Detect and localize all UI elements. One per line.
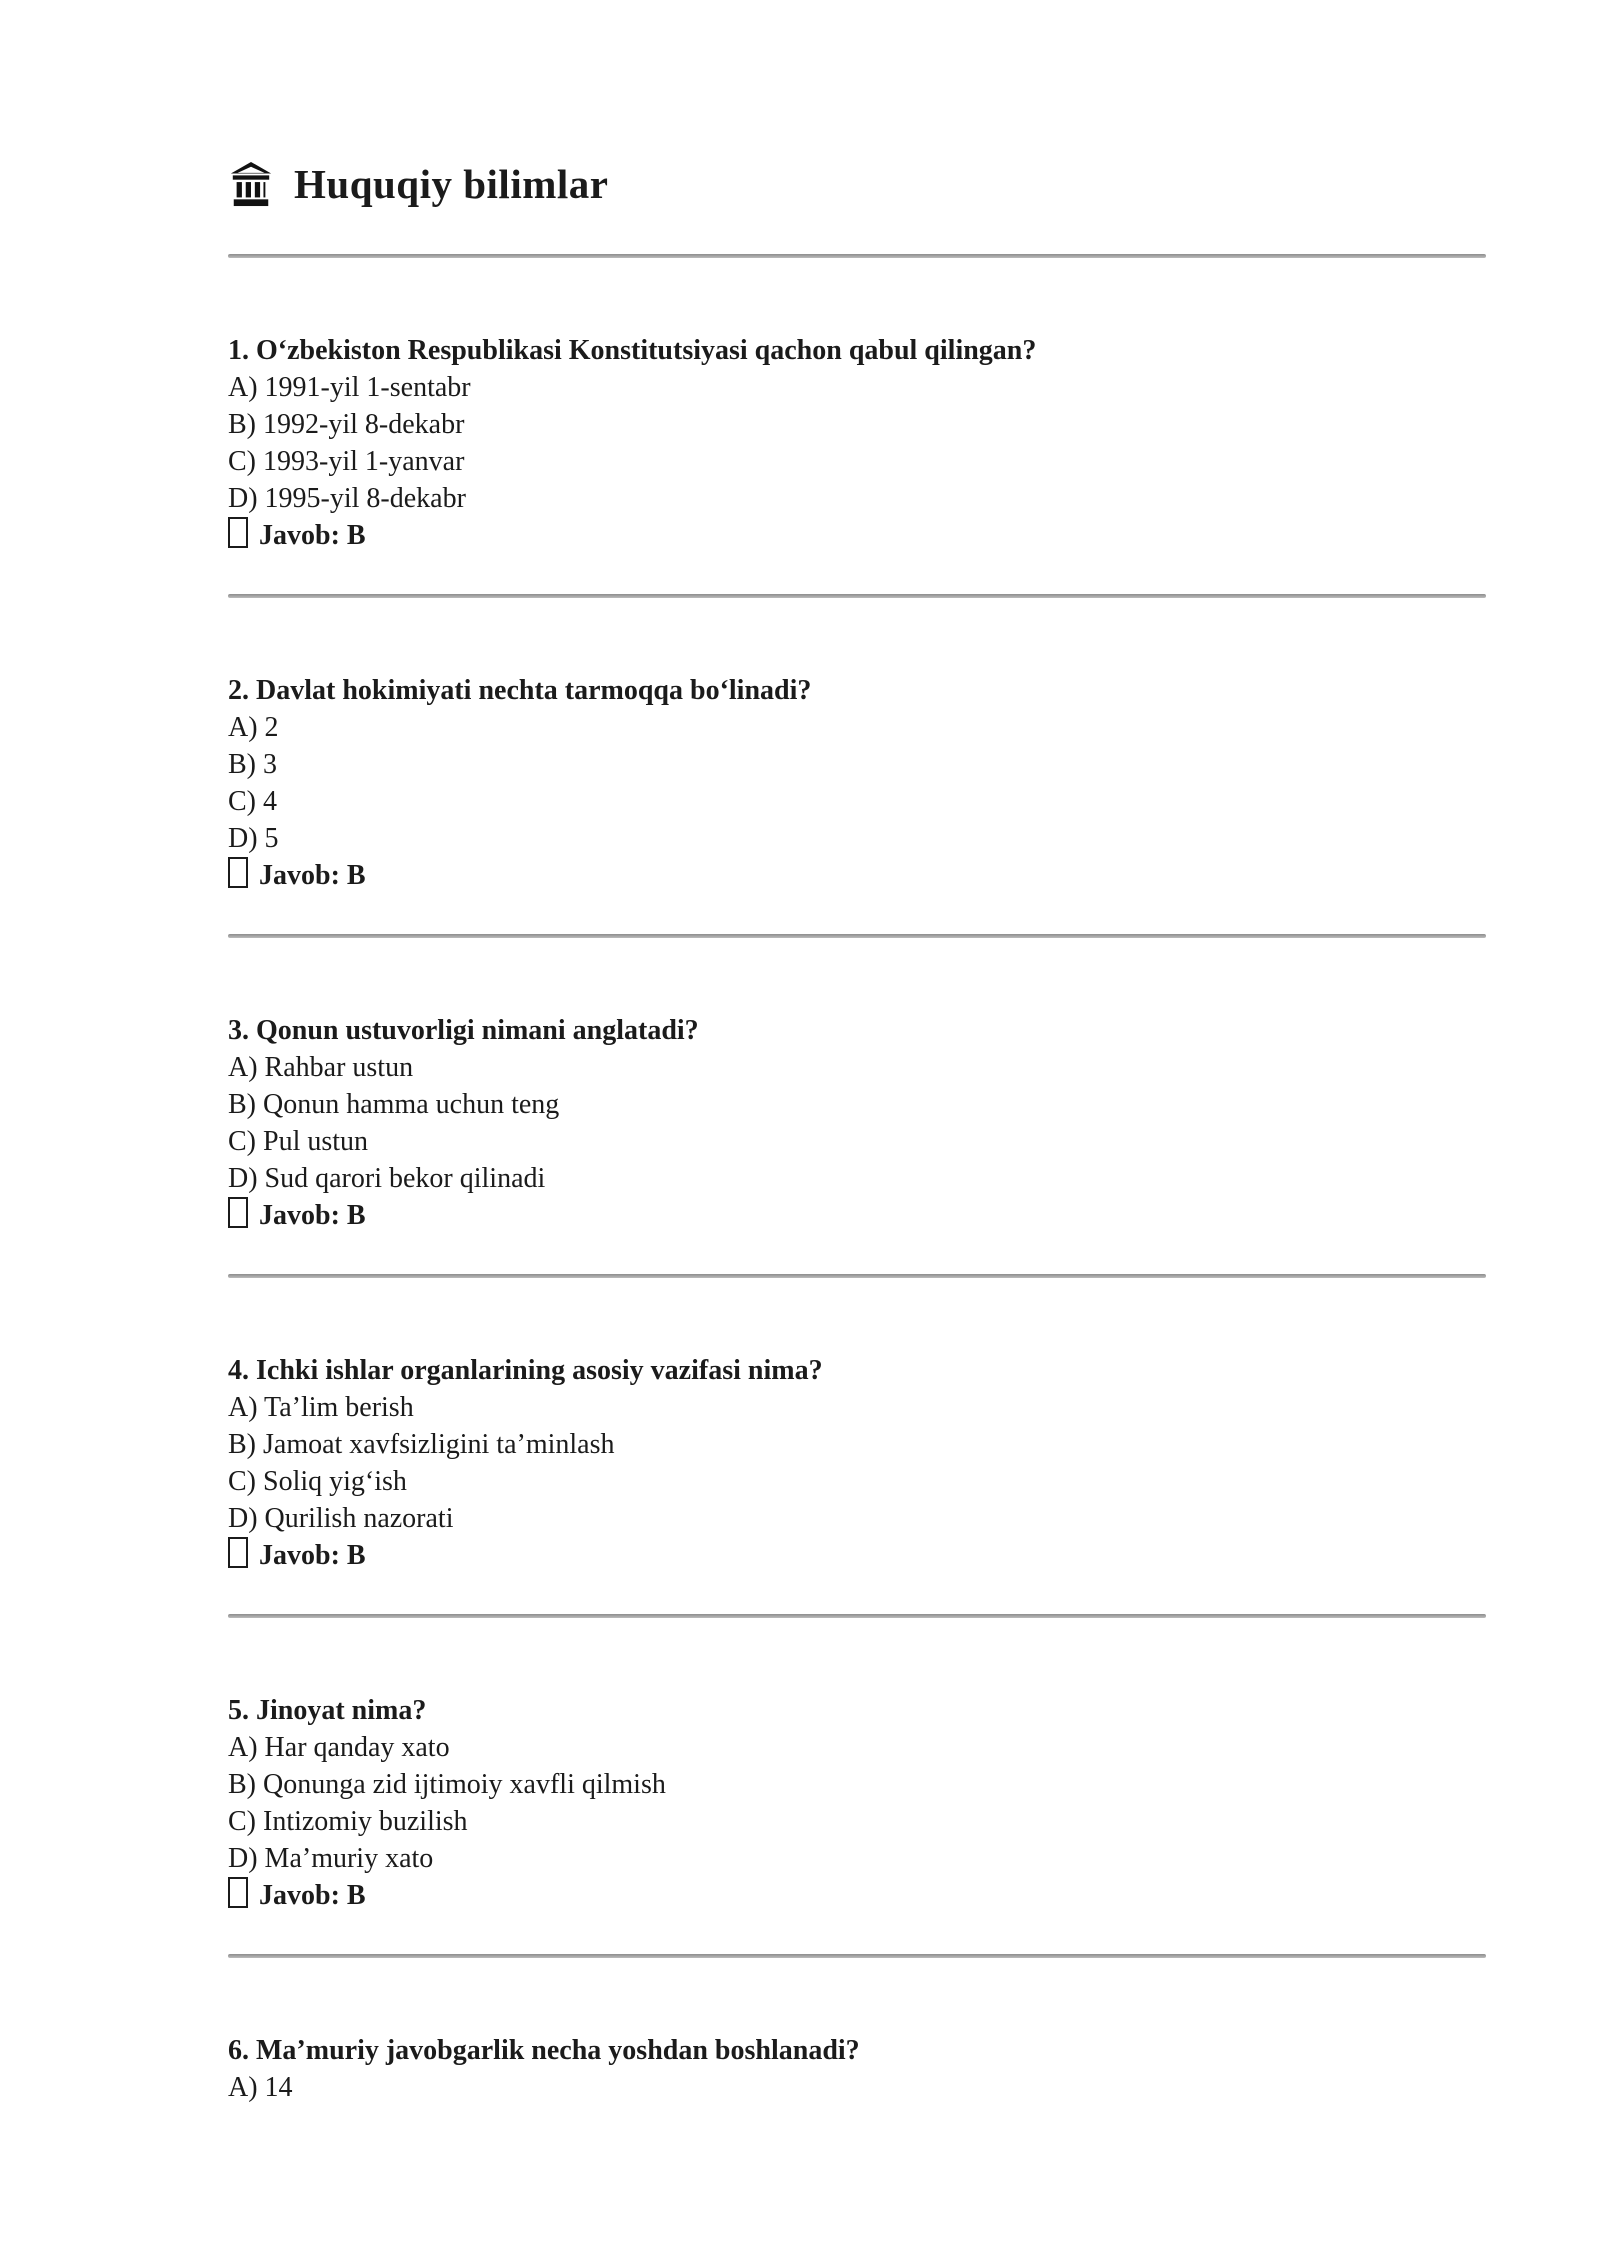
option-line: D) 1995-yil 8-dekabr	[228, 483, 466, 514]
option-line: B) 3	[228, 749, 277, 780]
question-block	[228, 672, 1486, 938]
question-block	[228, 1012, 1486, 1278]
question-heading: 1. O‘zbekiston Respublikasi Konstitutsiyasi qachon qabul qilingan?	[228, 335, 1037, 366]
question-heading: 5. Jinoyat nima?	[228, 1695, 427, 1726]
option-line: A) Rahbar ustun	[228, 1052, 414, 1083]
option-line: D) Ma’muriy xato	[228, 1843, 434, 1874]
section-divider	[228, 1614, 1486, 1618]
option-line: D) Sud qarori bekor qilinadi	[228, 1163, 546, 1194]
answer-value: B	[346, 520, 366, 551]
answer-label: Javob:	[259, 1540, 340, 1571]
title-divider	[228, 254, 1486, 258]
question-block	[228, 2032, 1486, 2106]
option-line: A) 2	[228, 712, 279, 743]
option-line: D) 5	[228, 823, 279, 854]
option-line: C) Pul ustun	[228, 1126, 369, 1157]
option-line: A) 1991-yil 1-sentabr	[228, 372, 471, 403]
answer-label: Javob:	[259, 520, 340, 551]
missing-glyph-box	[228, 857, 248, 888]
classical-building-icon	[228, 160, 274, 208]
option-line: B) 1992-yil 8-dekabr	[228, 409, 465, 440]
answer-value: B	[346, 860, 366, 891]
missing-glyph-box	[228, 517, 248, 548]
option-line: A) Har qanday xato	[228, 1732, 450, 1763]
title-row	[228, 158, 1486, 210]
answer-label: Javob:	[259, 860, 340, 891]
option-line: B) Qonunga zid ijtimoiy xavfli qilmish	[228, 1769, 666, 1800]
option-line: B) Qonun hamma uchun teng	[228, 1089, 560, 1120]
option-line: A) 14	[228, 2072, 293, 2103]
section-divider	[228, 934, 1486, 938]
question-block	[228, 1352, 1486, 1618]
missing-glyph-box	[228, 1537, 248, 1568]
missing-glyph-box	[228, 1877, 248, 1908]
answer-label: Javob:	[259, 1200, 340, 1231]
question-heading: 3. Qonun ustuvorligi nimani anglatadi?	[228, 1015, 699, 1046]
answer-line	[228, 1537, 1486, 1574]
answer-line	[228, 517, 1486, 554]
question-block	[228, 1692, 1486, 1958]
question-heading: 4. Ichki ishlar organlarining asosiy vazifasi nima?	[228, 1355, 823, 1386]
answer-line	[228, 1877, 1486, 1914]
option-line: C) Intizomiy buzilish	[228, 1806, 468, 1837]
question-block	[228, 332, 1486, 598]
question-heading: 2. Davlat hokimiyati nechta tarmoqqa bo‘linadi?	[228, 675, 812, 706]
section-divider	[228, 1274, 1486, 1278]
section-divider	[228, 1954, 1486, 1958]
option-line: D) Qurilish nazorati	[228, 1503, 454, 1534]
question-heading: 6. Ma’muriy javobgarlik necha yoshdan boshlanadi?	[228, 2035, 860, 2066]
page-title: Huquqiy bilimlar	[294, 161, 609, 207]
option-line: A) Ta’lim berish	[228, 1392, 414, 1423]
option-line: C) Soliq yig‘ish	[228, 1466, 407, 1497]
answer-value: B	[346, 1200, 366, 1231]
answer-line	[228, 1197, 1486, 1234]
answer-label: Javob:	[259, 1880, 340, 1911]
missing-glyph-box	[228, 1197, 248, 1228]
answer-value: B	[346, 1880, 366, 1911]
option-line: C) 4	[228, 786, 277, 817]
answer-value: B	[346, 1540, 366, 1571]
option-line: B) Jamoat xavfsizligini ta’minlash	[228, 1429, 615, 1460]
answer-line	[228, 857, 1486, 894]
option-line: C) 1993-yil 1-yanvar	[228, 446, 465, 477]
section-divider	[228, 594, 1486, 598]
